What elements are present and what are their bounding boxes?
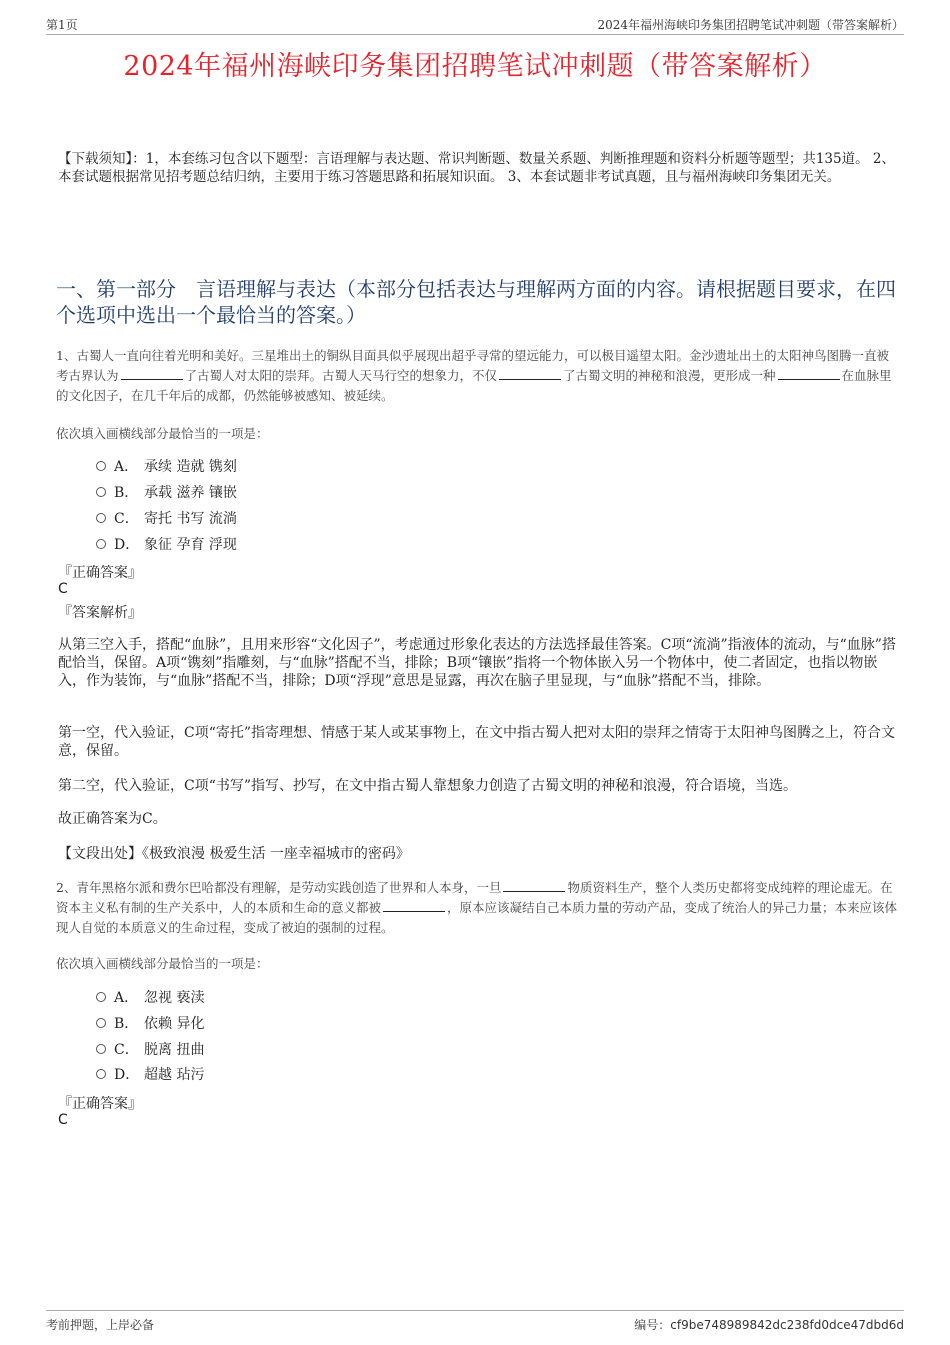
page-title: 2024年福州海峡印务集团招聘笔试冲刺题（带答案解析） — [123, 51, 827, 82]
q1-analysis-paragraph: 故正确答案为C。 — [58, 811, 167, 827]
footer-code: 编号：cf9be748989842dc238fd0dce47dbd6d — [634, 1318, 904, 1332]
page-header — [46, 14, 904, 35]
blank-line — [503, 879, 565, 892]
download-notice: 【下载须知】：1，本套练习包含以下题型：言语理解与表达题、常识判断题、数量关系题、判断推理题和资料分析题等题型；共135道。 2、本套试题根据常见招考题总结归纳，主要用于练习答题思路和拓展知识面。 3、本套试题非考试真题，且与福州海峡印务集团无关。 — [58, 151, 895, 185]
radio-icon[interactable] — [96, 1018, 106, 1028]
blank-line — [383, 899, 445, 912]
q2-answer-label: 『正确答案』 — [58, 1096, 142, 1112]
radio-icon[interactable] — [96, 461, 106, 471]
q2-option-a[interactable]: A． 忽视 亵渎 — [96, 987, 204, 1007]
radio-icon[interactable] — [96, 1044, 106, 1054]
q1-analysis-label: 『答案解析』 — [58, 605, 142, 621]
q1-analysis-paragraph: 从第三空入手，搭配“血脉”，且用来形容“文化因子”，考虑通过形象化表达的方法选择最佳答案。C项“流淌”指液体的流动，与“血脉”搭配恰当，保留。A项“镌刻”指雕刻，与“血脉”搭配不当，排除；B项“镶嵌”指将一个物体嵌入另一个物体中，使二者固定，也指以物嵌入，作为装饰，与“血脉”搭配不当，排除；D项“浮现”意思是显露，再次在脑子里显现，与“血脉”搭配不当，排除。 — [58, 637, 896, 689]
radio-icon[interactable] — [96, 513, 106, 523]
q2-option-d[interactable]: D． 超越 玷污 — [96, 1064, 204, 1084]
q1-answer: C — [58, 581, 68, 597]
question-1-prompt: 依次填入画横线部分最恰当的一项是： — [56, 426, 269, 441]
radio-icon[interactable] — [96, 992, 106, 1002]
question-2-text: 2、青年黑格尔派和费尔巴哈都没有理解，是劳动实践创造了世界和人本身，一旦 物质资料生产，整个人类历史都将变成纯粹的理论虚无。在资本主义私有制的生产关系中，人的本质和生命的意义都被 ，原本应该凝结自己本质力量的劳动产品，变成了统治人的异己力量；本来应该体现人自觉的本质意义的生命过程，变成了被迫的强制的过程。 — [56, 880, 898, 935]
q1-source: 【文段出处】《极致浪漫 极爱生活 一座幸福城市的密码》 — [58, 846, 410, 862]
q2-option-c[interactable]: C． 脱离 扭曲 — [96, 1039, 204, 1059]
q1-option-c[interactable]: C． 寄托 书写 流淌 — [96, 508, 237, 528]
question-2-prompt: 依次填入画横线部分最恰当的一项是： — [56, 956, 269, 971]
q1-analysis-paragraph: 第二空，代入验证，C项“书写”指写、抄写，在文中指古蜀人靠想象力创造了古蜀文明的神秘和浪漫，符合语境，当选。 — [58, 778, 798, 794]
q1-option-a[interactable]: A． 承续 造就 镌刻 — [96, 456, 237, 476]
section-heading: 一、第一部分 言语理解与表达（本部分包括表达与理解两方面的内容。请根据题目要求，在四个选项中选出一个最恰当的答案。） — [56, 277, 896, 327]
page-footer — [46, 1310, 904, 1335]
blank-line — [121, 367, 183, 380]
q1-option-d[interactable]: D． 象征 孕育 浮现 — [96, 534, 237, 554]
q2-answer: C — [58, 1112, 68, 1128]
footer-slogan: 考前押题，上岸必备 — [46, 1318, 155, 1332]
radio-icon[interactable] — [96, 487, 106, 497]
question-1-text: 1、古蜀人一直向往着光明和美好。三星堆出土的铜纵目面具似乎展现出超乎寻常的望远能力，可以极目遥望太阳。金沙遗址出土的太阳神鸟图腾一直被考古界认为 了古蜀人对太阳的崇拜。古蜀人天马行空的想象力，不仅 了古蜀文明的神秘和浪漫，更形成一种 在血脉里的文化因子，在几千年后的成都，仍然能够被感知、被延续。 — [56, 348, 892, 403]
q1-answer-label: 『正确答案』 — [58, 565, 142, 581]
radio-icon[interactable] — [96, 539, 106, 549]
blank-line — [778, 367, 840, 380]
q1-analysis-paragraph: 第一空，代入验证，C项“寄托”指寄理想、情感于某人或某事物上，在文中指古蜀人把对太阳的崇拜之情寄于太阳神鸟图腾之上，符合文意，保留。 — [58, 725, 896, 759]
q2-option-b[interactable]: B． 依赖 异化 — [96, 1013, 204, 1033]
q1-option-b[interactable]: B． 承载 滋养 镶嵌 — [96, 482, 237, 502]
page-number: 第1页 — [46, 18, 78, 32]
blank-line — [499, 367, 561, 380]
header-doc-title: 2024年福州海峡印务集团招聘笔试冲刺题（带答案解析） — [597, 18, 904, 32]
radio-icon[interactable] — [96, 1069, 106, 1079]
